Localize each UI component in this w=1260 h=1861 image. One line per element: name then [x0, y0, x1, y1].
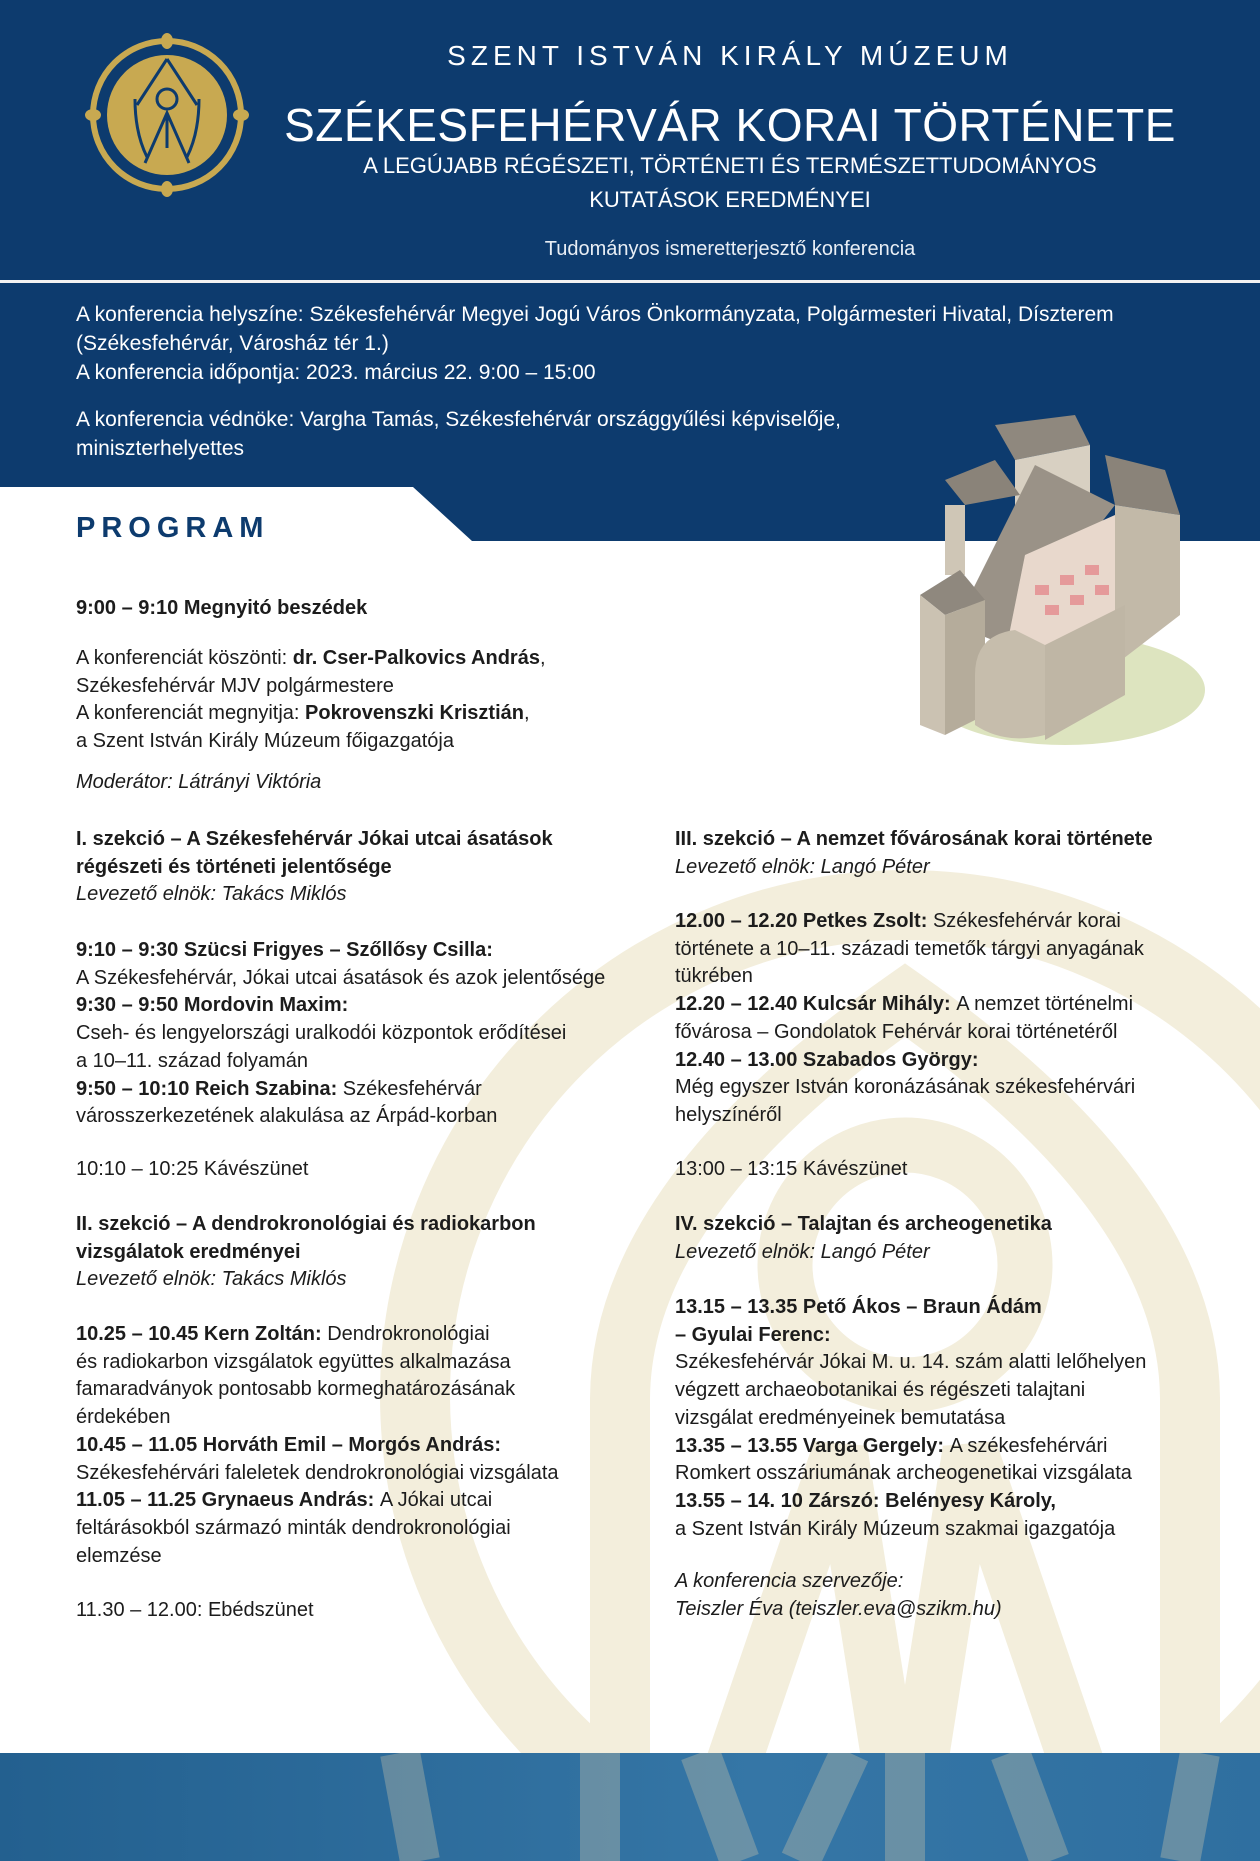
venue-line-1: A konferencia helyszíne: Székesfehérvár Megyei Jogú Város Önkormányzata, Polgármesteri Hivatal, Díszterem	[76, 303, 1114, 326]
program-block	[675, 1156, 907, 1184]
program-text: Még egyszer István koronázásának székesfehérvári	[675, 1076, 1136, 1099]
program-line	[76, 769, 321, 797]
program-text: Székesfehérvár MJV polgármestere	[76, 674, 394, 697]
program-block	[76, 937, 605, 1131]
program-block	[76, 1321, 559, 1570]
program-line	[675, 936, 1144, 964]
program-text: Székesfehérvári faleletek dendrokronológiai vizsgálata	[76, 1461, 559, 1484]
program-line	[76, 1487, 559, 1515]
program-line	[675, 1405, 1146, 1433]
program-text: A konferenciát köszönti:	[76, 647, 293, 669]
program-text: helyszínéről	[675, 1103, 782, 1126]
program-bold-text: 9:30 – 9:50 Mordovin Maxim:	[76, 994, 349, 1017]
program-line	[675, 1047, 1144, 1075]
program-bold-text: – Gyulai Ferenc:	[675, 1323, 831, 1346]
program-text: Romkert osszáriumának archeogenetikai vizsgálata	[675, 1462, 1132, 1485]
program-bold-text: 13.35 – 13.55 Varga Gergely:	[675, 1434, 950, 1457]
program-line	[76, 1404, 559, 1432]
program-bold-text: 10.25 – 10.45 Kern Zoltán:	[76, 1323, 328, 1345]
program-bold-text: vizsgálatok eredményei	[76, 1240, 301, 1263]
program-block	[76, 1156, 308, 1184]
program-line	[76, 1376, 559, 1404]
patron-line-2: miniszterhelyettes	[76, 437, 245, 460]
program-italic-text: A konferencia szervezője:	[675, 1570, 904, 1592]
program-text: elemzése	[76, 1544, 162, 1567]
program-bold-text: 11.05 – 11.25 Grynaeus András:	[76, 1489, 380, 1512]
program-line	[675, 991, 1144, 1019]
program-line	[675, 826, 1153, 854]
program-line	[76, 1048, 605, 1076]
program-text: a Szent István Király Múzeum szakmai igazgatója	[675, 1517, 1116, 1540]
program-text: fővárosa – Gondolatok Fehérvár korai történetéről	[675, 1020, 1118, 1043]
conference-date: A konferencia időpontja: 2023. március 22. 9:00 – 15:00	[76, 361, 596, 384]
program-line	[76, 1156, 308, 1184]
program-line	[675, 1019, 1144, 1047]
program-text: végzett archaeobotanikai és régészeti talajtani	[675, 1379, 1086, 1402]
program-bold-text: 9:50 – 10:10 Reich Szabina:	[76, 1077, 343, 1100]
program-text: a Szent István Király Múzeum főigazgatója	[76, 730, 454, 753]
program-line	[76, 1103, 605, 1131]
program-bold-text: 12.40 – 13.00 Szabados György:	[675, 1048, 979, 1071]
program-bold-text: 9:10 – 9:30 Szücsi Frigyes – Szőllősy Csilla:	[76, 939, 493, 961]
program-line	[76, 1432, 559, 1460]
program-text: Székesfehérvár korai	[932, 910, 1121, 932]
program-bold-text: 12.20 – 12.40 Kulcsár Mihály:	[675, 993, 957, 1016]
program-bold-text: 13.55 – 14. 10 Zárszó: Belényesy Károly,	[675, 1489, 1056, 1512]
program-block	[76, 1597, 314, 1625]
program-line	[675, 1568, 1002, 1596]
program-line	[675, 1516, 1146, 1544]
program-block	[675, 826, 1153, 881]
program-line	[675, 1322, 1146, 1350]
program-text: és radiokarbon vizsgálatok együttes alkalmazása	[76, 1350, 511, 1373]
program-bold-text: Pokrovenszki Krisztián	[305, 702, 524, 725]
program-block	[675, 1211, 1052, 1266]
program-block	[76, 645, 546, 756]
program-line	[76, 700, 546, 728]
program-text: 13:00 – 13:15 Kávészünet	[675, 1158, 908, 1180]
program-bold-text: IV. szekció – Talajtan és archeogenetika	[675, 1213, 1052, 1235]
program-block	[675, 1294, 1146, 1543]
program-line	[675, 1102, 1144, 1130]
program-line	[76, 1266, 536, 1294]
program-heading: PROGRAM	[76, 512, 270, 544]
venue-line-2: (Székesfehérvár, Városház tér 1.)	[76, 332, 389, 355]
museum-name: SZENT ISTVÁN KIRÁLY MÚZEUM	[447, 40, 1013, 71]
program-text: feltárásokból származó minták dendrokronológiai	[76, 1516, 511, 1539]
program-line	[76, 826, 553, 854]
program-line	[76, 965, 605, 993]
program-line	[76, 992, 605, 1020]
program-text: városszerkezetének alakulása az Árpád-korban	[76, 1105, 498, 1128]
program-italic-text: Levezető elnök: Langó Péter	[675, 855, 930, 878]
program-line	[76, 937, 605, 965]
program-line	[76, 645, 546, 673]
museum-logo	[85, 33, 250, 198]
program-text: tükrében	[675, 965, 753, 988]
program-line	[76, 881, 553, 909]
page-title: SZÉKESFEHÉRVÁR KORAI TÖRTÉNETE	[284, 99, 1176, 151]
program-line	[675, 1294, 1146, 1322]
castle-illustration	[915, 405, 1215, 755]
program-bold-text: I. szekció – A Székesfehérvár Jókai utcai ásatások	[76, 828, 553, 850]
program-line	[76, 1349, 559, 1377]
program-line	[76, 1515, 559, 1543]
program-line	[675, 1596, 1002, 1624]
program-line	[675, 1488, 1146, 1516]
program-line	[76, 595, 367, 623]
program-block	[76, 595, 367, 623]
program-line	[76, 1020, 605, 1048]
program-line	[76, 728, 546, 756]
patron-line-1: A konferencia védnöke: Vargha Tamás, Székesfehérvár országgyűlési képviselője,	[76, 408, 841, 431]
program-line	[675, 908, 1144, 936]
program-block	[76, 826, 553, 909]
program-italic-text: Moderátor: Látrányi Viktória	[76, 771, 322, 793]
program-text: A Székesfehérvár, Jókai utcai ásatások és azok jelentősége	[76, 966, 606, 989]
program-bold-text: 12.00 – 12.20 Petkes Zsolt:	[675, 910, 933, 932]
program-text: 11.30 – 12.00: Ebédszünet	[76, 1599, 314, 1621]
program-italic-text: Teiszler Éva (teiszler.eva@szikm.hu)	[675, 1597, 1002, 1620]
program-block	[76, 1211, 536, 1294]
program-text: Székesfehérvár Jókai M. u. 14. szám alatti lelőhelyen	[675, 1351, 1147, 1374]
program-bold-text: II. szekció – A dendrokronológiai és radiokarbon	[76, 1213, 536, 1235]
program-line	[675, 1211, 1052, 1239]
program-line	[675, 1239, 1052, 1267]
program-line	[76, 1460, 559, 1488]
program-line	[76, 1076, 605, 1104]
program-line	[675, 1433, 1146, 1461]
program-text: ,	[523, 702, 530, 725]
program-text: Székesfehérvár	[342, 1077, 482, 1100]
program-text: Cseh- és lengyelországi uralkodói központok erődítései	[76, 1022, 567, 1045]
program-line	[675, 1074, 1144, 1102]
program-block	[76, 769, 321, 797]
program-line	[675, 963, 1144, 991]
program-text: 10:10 – 10:25 Kávészünet	[76, 1158, 309, 1180]
program-line	[76, 1597, 314, 1625]
program-line	[675, 854, 1153, 882]
program-bold-text: III. szekció – A nemzet fővárosának korai története	[675, 828, 1153, 850]
footer-watermark	[0, 1753, 1260, 1861]
program-text: érdekében	[76, 1406, 171, 1429]
program-text: A Jókai utcai	[379, 1489, 493, 1512]
program-line	[675, 1377, 1146, 1405]
program-line	[675, 1349, 1146, 1377]
program-italic-text: Levezető elnök: Takács Miklós	[76, 1268, 347, 1291]
program-line	[76, 673, 546, 701]
program-block	[675, 908, 1144, 1130]
subtitle-line-2: KUTATÁSOK EREDMÉNYEI	[589, 187, 871, 212]
program-bold-text: 10.45 – 11.05 Horváth Emil – Morgós András:	[76, 1433, 501, 1456]
program-bold-text: 13.15 – 13.35 Pető Ákos – Braun Ádám	[675, 1296, 1042, 1318]
program-line	[675, 1460, 1146, 1488]
program-line	[76, 1321, 559, 1349]
program-line	[675, 1156, 907, 1184]
program-text: a 10–11. század folyamán	[76, 1049, 309, 1072]
program-text: A konferenciát megnyitja:	[76, 702, 306, 725]
program-line	[76, 1543, 559, 1571]
program-bold-text: 9:00 – 9:10 Megnyitó beszédek	[76, 597, 368, 619]
program-line	[76, 854, 553, 882]
program-line	[76, 1239, 536, 1267]
subtitle-line-1: A LEGÚJABB RÉGÉSZETI, TÖRTÉNETI ÉS TERMÉSZETTUDOMÁNYOS	[363, 153, 1097, 178]
program-text: famaradványok pontosabb kormeghatározásának	[76, 1378, 516, 1401]
program-italic-text: Levezető elnök: Langó Péter	[675, 1240, 930, 1263]
program-italic-text: Levezető elnök: Takács Miklós	[76, 883, 347, 906]
program-bold-text: régészeti és történeti jelentősége	[76, 855, 392, 878]
program-line	[76, 1211, 536, 1239]
program-text: A székesfehérvári	[949, 1434, 1108, 1457]
program-block	[675, 1568, 1002, 1623]
program-text: vizsgálat eredményeinek bemutatása	[675, 1406, 1006, 1429]
program-bold-text: dr. Cser-Palkovics András	[292, 647, 540, 669]
program-text: A nemzet történelmi	[956, 993, 1134, 1016]
program-text: története a 10–11. századi temetők tárgyi anyagának	[675, 937, 1144, 960]
program-text: Dendrokronológiai	[327, 1323, 490, 1345]
tagline: Tudományos ismeretterjesztő konferencia	[544, 238, 916, 260]
program-text: ,	[539, 647, 546, 669]
